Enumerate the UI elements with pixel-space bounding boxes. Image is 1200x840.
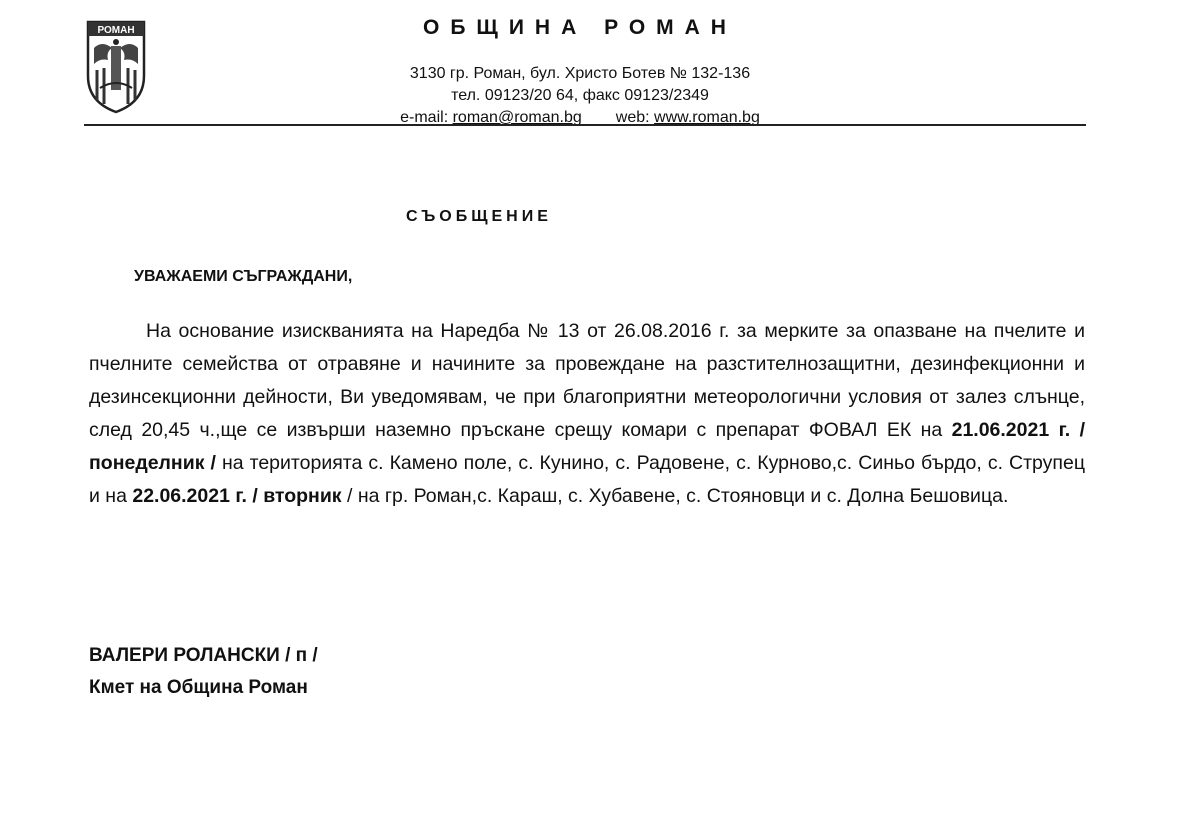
- salutation: УВАЖАЕМИ СЪГРАЖДАНИ,: [134, 268, 353, 285]
- body-part-bold-date-2: 22.06.2021 г. / вторник: [132, 485, 342, 507]
- signatory-name: ВАЛЕРИ РОЛАНСКИ / п /: [89, 645, 318, 666]
- body-part-bold-date-1: 21.06.2021 г. / понеделник /: [89, 419, 1085, 474]
- body-part: На основание изискванията на Наредба № 13 от 26.08.2016 г. за мерките за опазване на пчелите и пчелните семейства от отравяне и начините за провеждане на разстителнозащитни, дезинфекционни и дезинсекционни дейности, Ви уведомявам, че при благоприятни метеорологични условия от залез слънце, след 20,45 ч.,ще се извърши наземно пръскане срещу комари с препарат ФОВАЛ ЕК на: [89, 320, 1085, 441]
- municipality-crest-icon: [82, 18, 150, 114]
- body-part: / на гр. Роман,с. Караш, с. Хубавене, с. Стояновци и с. Долна Бешовица.: [341, 485, 1009, 507]
- web-link[interactable]: www.roman.bg: [654, 109, 760, 126]
- org-name: ОБЩИНА РОМАН: [423, 16, 737, 39]
- body-part: на територията с. Камено поле, с. Кунино, с. Радовене, с. Курново,с. Синьо бърдо, с. Струпец и на: [89, 452, 1086, 507]
- email-link[interactable]: roman@roman.bg: [452, 109, 582, 126]
- notice-body: [89, 315, 1085, 513]
- phone-fax: тел. 09123/20 64, факс 09123/2349: [451, 87, 709, 104]
- email-label: e-mail:: [400, 109, 449, 126]
- notice-title: СЪОБЩЕНИЕ: [406, 208, 552, 225]
- crest-text: РОМАН: [97, 25, 135, 36]
- header-divider: [84, 124, 1086, 126]
- address: 3130 гр. Роман, бул. Христо Ботев № 132-136: [409, 65, 751, 82]
- signatory-role: Кмет на Община Роман: [89, 677, 308, 698]
- web-label: web:: [615, 109, 650, 126]
